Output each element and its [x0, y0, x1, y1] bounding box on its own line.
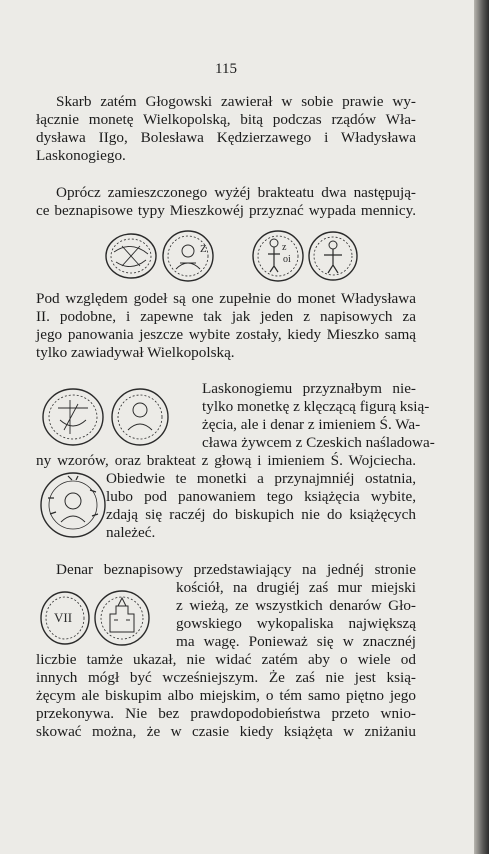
text-line: Obiedwie te monetki a przynajmniéj ostatnia, — [106, 470, 416, 487]
coin-letters: VII — [54, 610, 73, 625]
coin-illustration — [250, 228, 306, 284]
text-line: tylko zawiadywał Wielkopolską. — [36, 344, 235, 361]
text-line: tylko monetkę z klęczącą figurą ksią- — [202, 398, 430, 415]
text-line: zdają się raczéj do biskupich nie do książęcych — [106, 506, 416, 523]
text-line: należeć. — [106, 524, 156, 541]
coin-illustration — [104, 232, 158, 280]
text-line: ny wzorów, oraz brakteat z głową i imieniem Ś. Wojciecha. — [36, 452, 416, 469]
text-line: żęcym ale biskupim albo miejskim, o tém samo piętno jego — [36, 687, 416, 704]
text-line: skować można, że w czasie kiedy książęta w zniżaniu — [36, 723, 416, 740]
text-line: liczbie tamże ukazał, nie widać zatém aby o wiele od — [36, 651, 416, 668]
text-line: II. podobne, i zapewne tak jak jeden z napisowych za — [36, 308, 416, 325]
text-line: kościół, na drugiéj zaś mur miejski — [176, 579, 416, 596]
text-line: Pod względem godeł są one zupełnie do monet Władysława — [36, 290, 416, 307]
coin-illustration — [108, 386, 172, 448]
svg-text:oi: oi — [283, 254, 291, 265]
coin-illustration — [160, 229, 216, 283]
text-line: innych mógł być wcześniejszym. Że zaś nie jest ksią- — [36, 669, 416, 686]
text-line: cława żywcem z Czeskich naśladowa- — [202, 434, 435, 451]
text-line: łącznie monetę Wielkopolską, bitą podczas rządów Wła- — [36, 111, 416, 128]
text-line: Laskonogiemu przyznałbym nie- — [202, 380, 416, 397]
text-line: dysława IIgo, Bolesława Kędzierzawego i Władysława — [36, 129, 416, 146]
text-line: przekonywa. Nie bez prawdopodobieństwa przeto wnio- — [36, 705, 416, 722]
text-line: gowskiego wykopaliska największą — [176, 615, 416, 632]
text-line: lubo pod panowaniem tego książęcia wybite, — [106, 488, 416, 505]
coin-illustration — [38, 470, 108, 540]
svg-text:z: z — [282, 242, 287, 253]
text-line: Oprócz zamieszczonego wyżéj brakteatu dwa następują- — [56, 184, 416, 201]
coin-illustration — [38, 590, 92, 646]
coin-illustration — [306, 229, 360, 283]
page-edge-shadow — [474, 0, 489, 854]
coin-illustration — [92, 588, 152, 648]
text-line: Laskonogiego. — [36, 147, 126, 164]
text-line: jego panowania jeszcze wybite zostały, kiedy Mieszko samą — [36, 326, 416, 343]
text-line: ce beznapisowe typy Mieszkowéj przyznać wypada mennicy. — [36, 202, 416, 219]
text-line: z wieżą, ze wszystkich denarów Gło- — [176, 597, 416, 614]
text-line: Skarb zatém Głogowski zawierał w sobie prawie wy- — [56, 93, 416, 110]
text-line: ma wagę. Ponieważ się w znacznéj — [176, 633, 416, 650]
coin-letter: Z — [200, 243, 207, 255]
page-number: 115 — [215, 61, 237, 77]
text-line: żęcia, ale i denar z imieniem Ś. Wa- — [202, 416, 421, 433]
coin-illustration — [40, 386, 106, 448]
text-line: Denar beznapisowy przedstawiający na jednéj stronie — [56, 561, 416, 578]
